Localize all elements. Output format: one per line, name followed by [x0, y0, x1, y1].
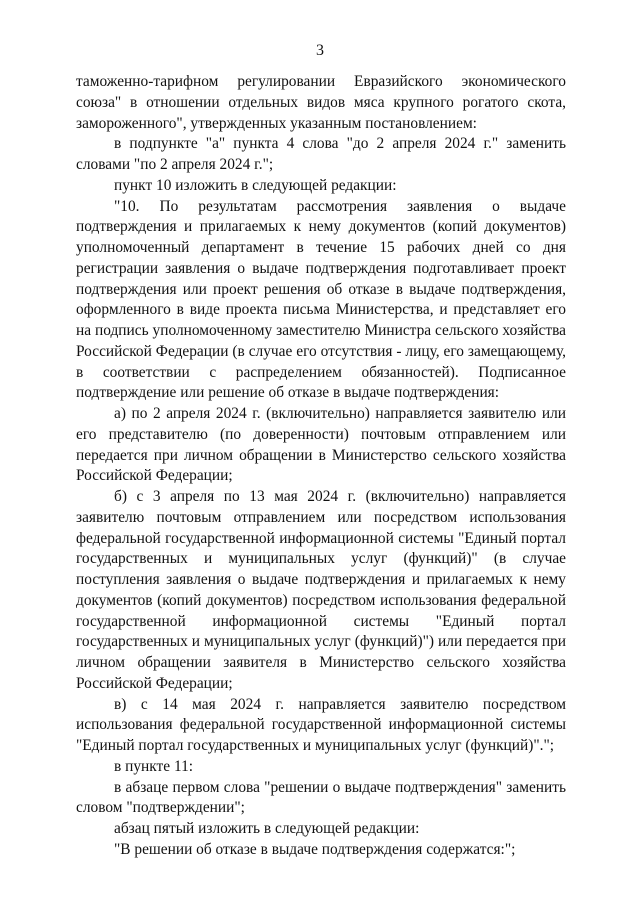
paragraph: "В решении об отказе в выдаче подтверждения содержатся:"; [114, 840, 516, 858]
paragraph: а) по 2 апреля 2024 г. (включительно) направляется заявителю или его представителю (по доверенности) почтовым отправлением или передается при личном обращении в Министерство сельского хозяйства Российской Федерации; [76, 405, 566, 485]
paragraph: в подпункте "а" пункта 4 слова "до 2 апреля 2024 г." заменить словами "по 2 апреля 2024 г."; [76, 135, 566, 173]
paragraph: абзац пятый изложить в следующей редакции: [114, 820, 420, 837]
page-number: 3 [316, 42, 324, 59]
paragraph: в абзаце первом слова "решении о выдаче подтверждения" заменить словом "подтверждении"; [76, 778, 566, 817]
paragraph: в) с 14 мая 2024 г. направляется заявителю посредством использования федеральной государственной информационной системы "Единый портал государственных и муниципальных услуг (функций)"."; [76, 695, 566, 754]
paragraph: таможенно-тарифном регулировании Евразийского экономического союза" в отношении отдельных видов мяса крупного рогатого скота, замороженного", утвержденных указанным постановлением: [76, 73, 566, 132]
paragraph: б) с 3 апреля по 13 мая 2024 г. (включительно) направляется заявителю почтовым отправлением или посредством использования федеральной государственной информационной системы "Единый портал государственных и муниципальных услуг (функций)" (в случае поступления заявления о выдаче подтверждения и прилагаемых к нему документов (копий документов) посредством использования федеральной государственной информационной системы "Единый портал государственных и муниципальных услуг (функций)") или передается при личном обращении заявителя в Министерство сельского хозяйства Российской Федерации; [76, 488, 566, 692]
paragraph: пункт 10 изложить в следующей редакции: [114, 176, 397, 194]
document-body [76, 72, 566, 861]
paragraph: в пункте 11: [114, 757, 194, 775]
paragraph: "10. По результатам рассмотрения заявления о выдаче подтверждения и прилагаемых к нему документов (копий документов) уполномоченный департамент в течение 15 рабочих дней со дня регистрации заявления о выдаче подтверждения подготавливает проект подтверждения или проект решения об отказе в выдаче подтверждения, оформленного в виде проекта письма Министерства, и представляет его на подпись уполномоченному заместителю Министра сельского хозяйства Российской Федерации (в случае его отсутствия - лицу, его замещающему, в соответствии с распределением обязанностей). Подписанное подтверждение или решение об отказе в выдаче подтверждения: [76, 197, 566, 402]
